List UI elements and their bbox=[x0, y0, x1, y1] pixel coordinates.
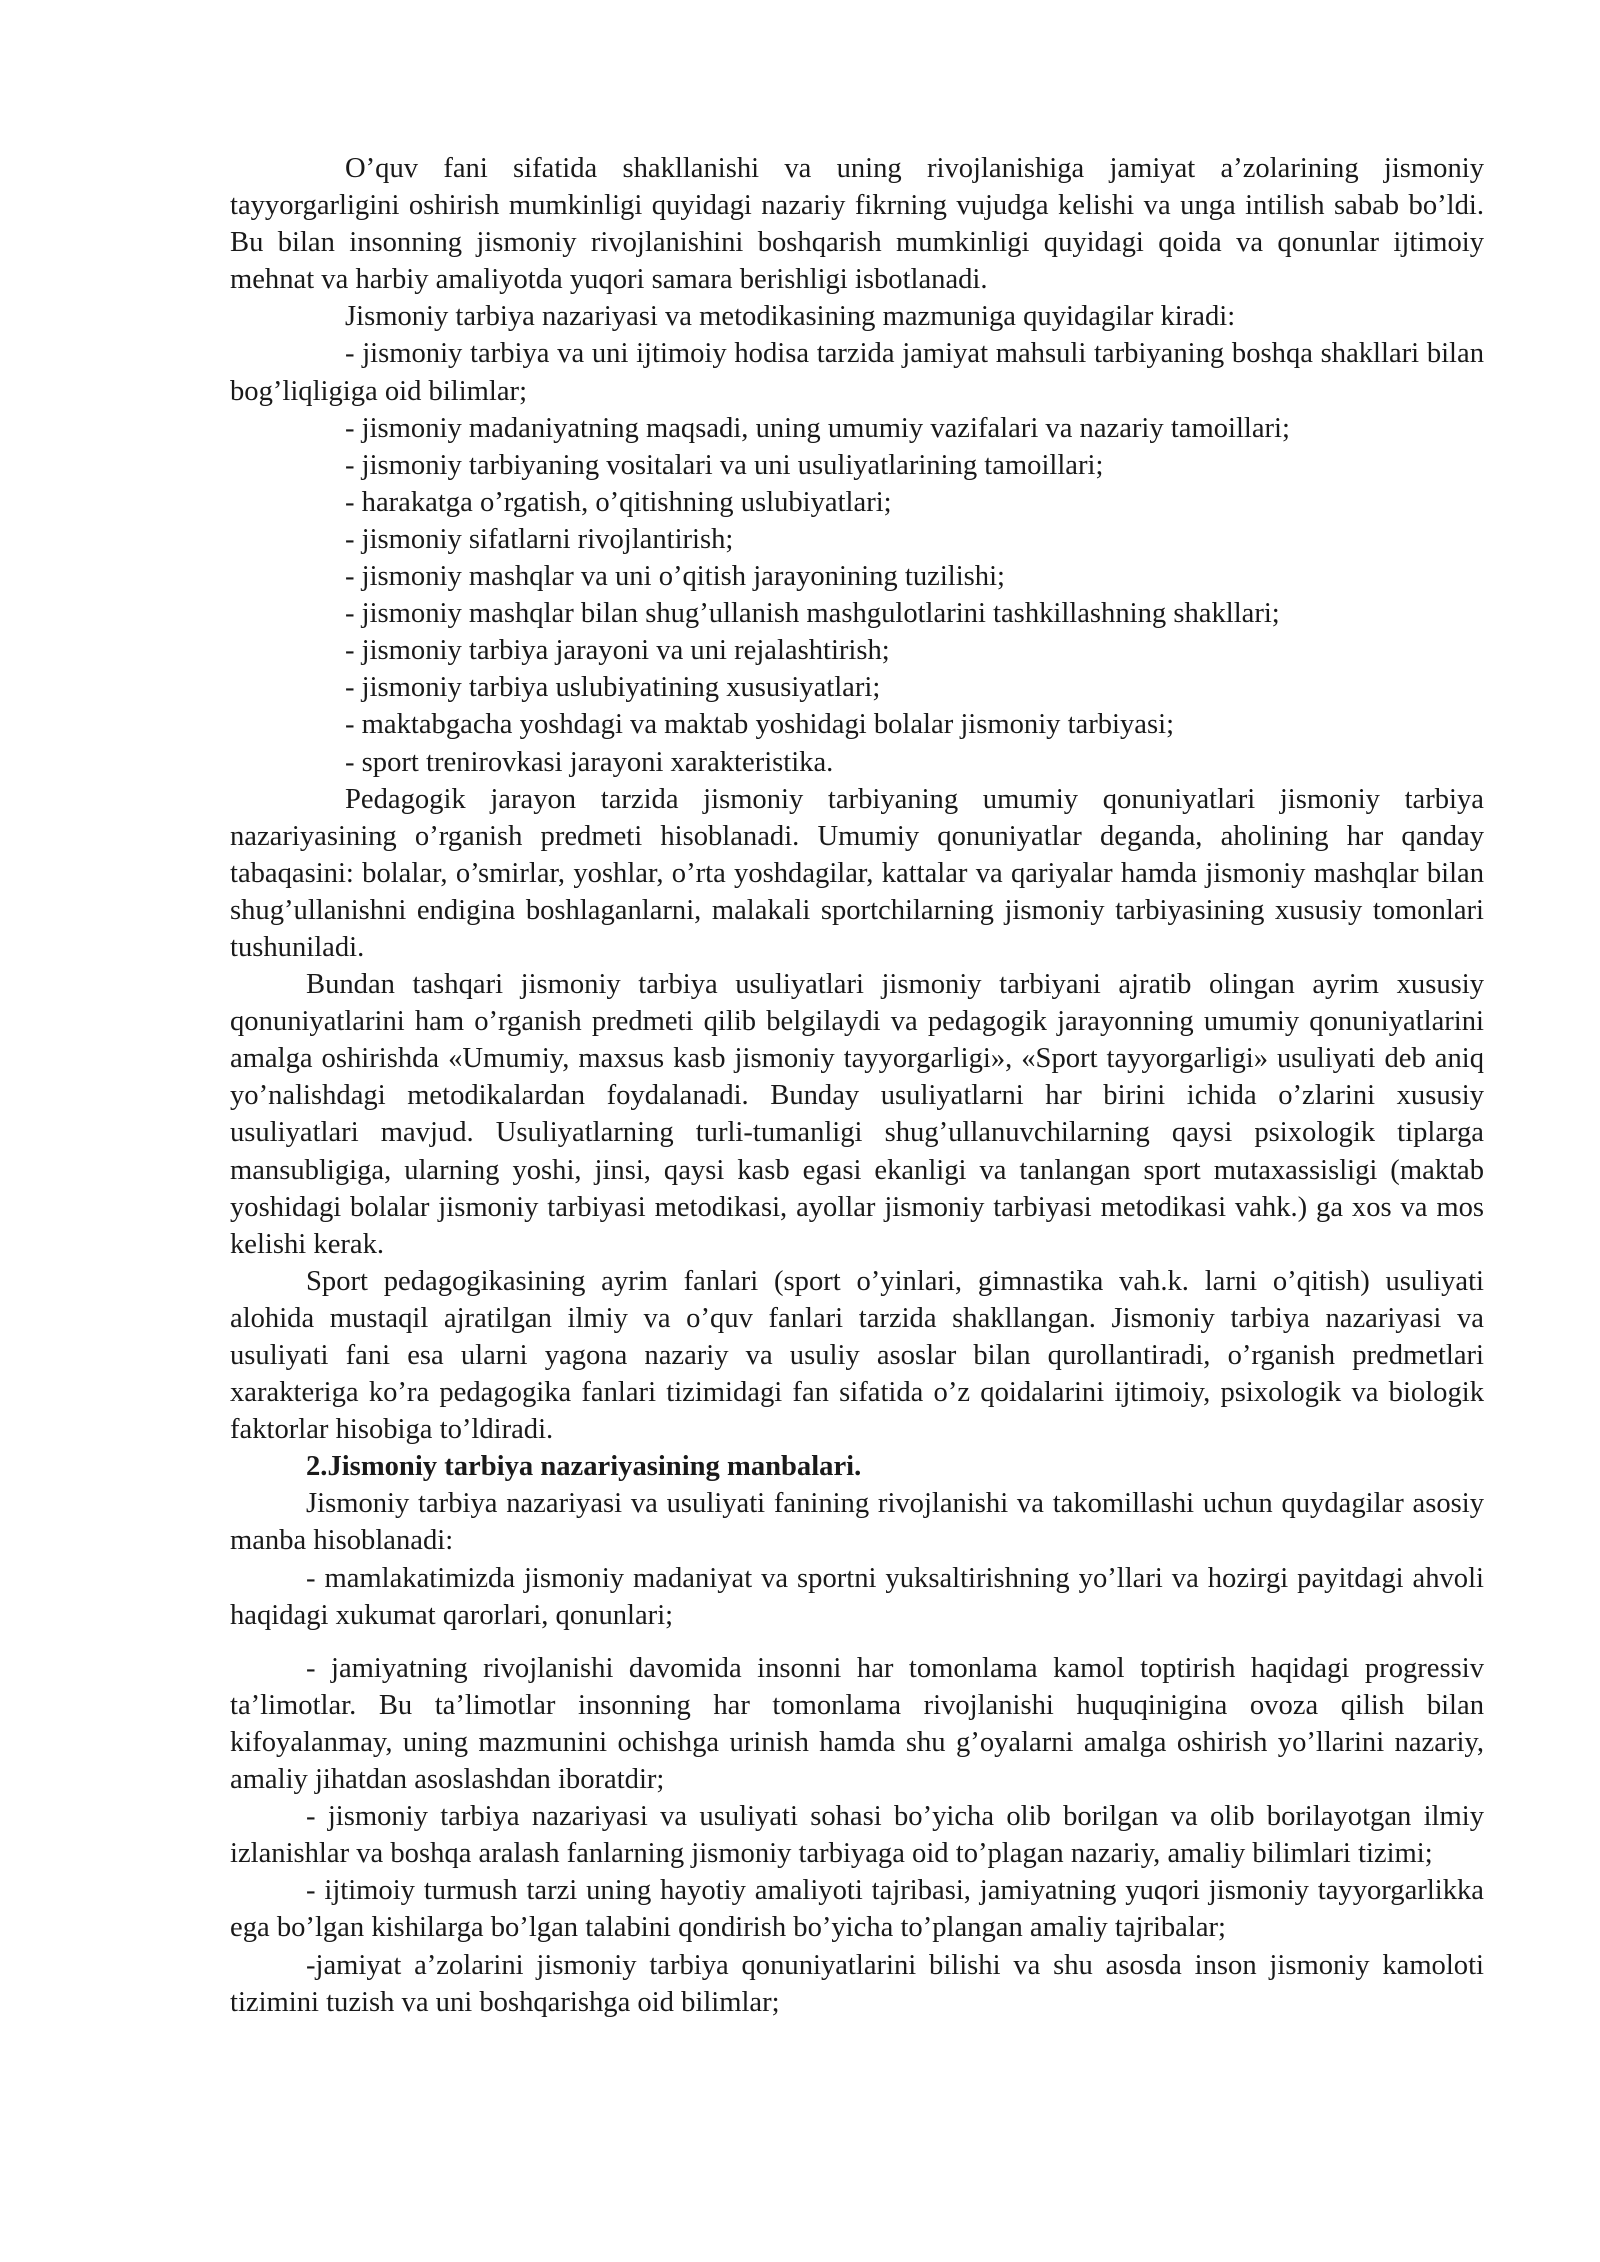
paragraph: O’quv fani sifatida shakllanishi va uning rivojlanishiga jamiyat a’zolarining jismoniy tayyorgarligini oshirish mumkinligi quyidagi nazariy fikrning vujudga kelishi va unga intilish sabab bo’ldi. Bu bilan insonning jismoniy rivojlanishini boshqarish mumkinligi quyidagi qoida va qonunlar ijtimoiy mehnat va harbiy amaliyotda yuqori samara berishligi isbotlanadi. bbox=[230, 153, 1484, 296]
document-page bbox=[230, 150, 1484, 2021]
paragraph: -jamiyat a’zolarini jismoniy tarbiya qonuniyatlarini bilishi va shu asosda inson jismoniy kamoloti tizimini tuzish va uni boshqarishga oid bilimlar; bbox=[230, 1949, 1484, 2018]
section-heading: 2.Jismoniy tarbiya nazariyasining manbalari. bbox=[306, 1451, 862, 1483]
list-item: - jismoniy tarbiya va uni ijtimoiy hodisa tarzida jamiyat mahsuli tarbiyaning boshqa shakllari bilan bog’liqligiga oid bilimlar; bbox=[230, 338, 1484, 407]
paragraph: - ijtimoiy turmush tarzi uning hayotiy amaliyoti tajribasi, jamiyatning yuqori jismoniy tayyorgarlikka ega bo’lgan kishilarga bo’lgan talabini qondirish bo’yicha to’plangan amaliy tajribalar; bbox=[230, 1875, 1484, 1944]
paragraph: - mamlakatimizda jismoniy madaniyat va sportni yuksaltirishning yo’llari va hozirgi payitdagi ahvoli haqidagi xukumat qarorlari, qonunlari; bbox=[230, 1562, 1484, 1631]
paragraph: - jismoniy tarbiya nazariyasi va usuliyati sohasi bo’yicha olib borilgan va olib borilayotgan ilmiy izlanishlar va boshqa aralash fanlarning jismoniy tarbiyaga oid to’plagan nazariy, amaliy bilimlari tizimi; bbox=[230, 1801, 1484, 1870]
list-item: - harakatga o’rgatish, o’qitishning uslubiyatlari; bbox=[345, 486, 892, 518]
paragraph: Jismoniy tarbiya nazariyasi va metodikasining mazmuniga quyidagilar kiradi: bbox=[345, 301, 1236, 333]
list-item: - jismoniy tarbiya uslubiyatining xususiyatlari; bbox=[345, 672, 881, 704]
paragraph: Pedagogik jarayon tarzida jismoniy tarbiyaning umumiy qonuniyatlari jismoniy tarbiya nazariyasining o’rganish predmeti hisoblanadi. Umumiy qonuniyatlar deganda, aholining har qanday tabaqasini: bolalar, o’smirlar, yoshlar, o’rta yoshdagilar, kattalar va qariyalar hamda jismoniy mashqlar bilan shug’ullanishni endigina boshlaganlarni, malakali sportchilarning jismoniy tarbiyasining xususiy tomonlari tushuniladi. bbox=[230, 783, 1484, 963]
list-item: - jismoniy mashqlar va uni o’qitish jarayonining tuzilishi; bbox=[345, 561, 1005, 593]
list-item: - jismoniy madaniyatning maqsadi, uning umumiy vazifalari va nazariy tamoillari; bbox=[345, 412, 1290, 444]
paragraph: - jamiyatning rivojlanishi davomida insonni har tomonlama kamol toptirish haqidagi progressiv ta’limotlar. Bu ta’limotlar insonning har tomonlama rivojlanishi huquqinigina ovoza qilish bilan kifoyalanmay, uning mazmunini ochishga urinish hamda shu g’oyalarni amalga oshirish yo’llarini nazariy, amaliy jihatdan asoslashdan iboratdir; bbox=[230, 1652, 1484, 1796]
paragraph: Jismoniy tarbiya nazariyasi va usuliyati fanining rivojlanishi va takomillashi uchun quydagilar asosiy manba hisoblanadi: bbox=[230, 1488, 1484, 1557]
list-item: - jismoniy sifatlarni rivojlantirish; bbox=[345, 523, 734, 555]
list-item: - sport trenirovkasi jarayoni xarakteristika. bbox=[345, 746, 834, 778]
list-item: - jismoniy tarbiyaning vositalari va uni usuliyatlarining tamoillari; bbox=[345, 449, 1104, 481]
list-item: - jismoniy tarbiya jarayoni va uni rejalashtirish; bbox=[345, 635, 890, 667]
paragraph: Sport pedagogikasining ayrim fanlari (sport o’yinlari, gimnastika vah.k. larni o’qitish) usuliyati alohida mustaqil ajratilgan ilmiy va o’quv fanlari tarzida shakllangan. Jismoniy tarbiya nazariyasi va usuliyati fani esa ularni yagona nazariy va usuliy asoslar bilan qurollantiradi, o’rganish predmetlari xarakteriga ko’ra pedagogika fanlari tizimidagi fan sifatida o’z qoidalarini ijtimoiy, psixologik va biologik faktorlar hisobiga to’ldiradi. bbox=[230, 1265, 1484, 1446]
list-item: - jismoniy mashqlar bilan shug’ullanish mashgulotlarini tashkillashning shakllari; bbox=[345, 598, 1280, 630]
paragraph: Bundan tashqari jismoniy tarbiya usuliyatlari jismoniy tarbiyani ajratib olingan ayrim xususiy qonuniyatlarini ham o’rganish predmeti qilib belgilaydi va pedagogik jarayonning umumiy qonuniyatlarini amalga oshirishda «Umumiy, maxsus kasb jismoniy tayyorgarligi», «Sport tayyorgarligi» usuliyati deb aniq yo’nalishdagi metodikalardan foydalanadi. Bunday usuliyatlarni har birini ichida o’zlarini xususiy usuliyatlari mavjud. Usuliyatlarning turli-tumanligi shug’ullanuvchilarning qaysi psixologik tiplarga mansubligiga, ularning yoshi, jinsi, qaysi kasb egasi ekanligi va tanlangan sport mutaxassisligi (maktab yoshidagi bolalar jismoniy tarbiyasi metodikasi, ayollar jismoniy tarbiyasi metodikasi vahk.) ga xos va mos kelishi kerak. bbox=[230, 969, 1484, 1260]
list-item: - maktabgacha yoshdagi va maktab yoshidagi bolalar jismoniy tarbiyasi; bbox=[345, 709, 1175, 741]
